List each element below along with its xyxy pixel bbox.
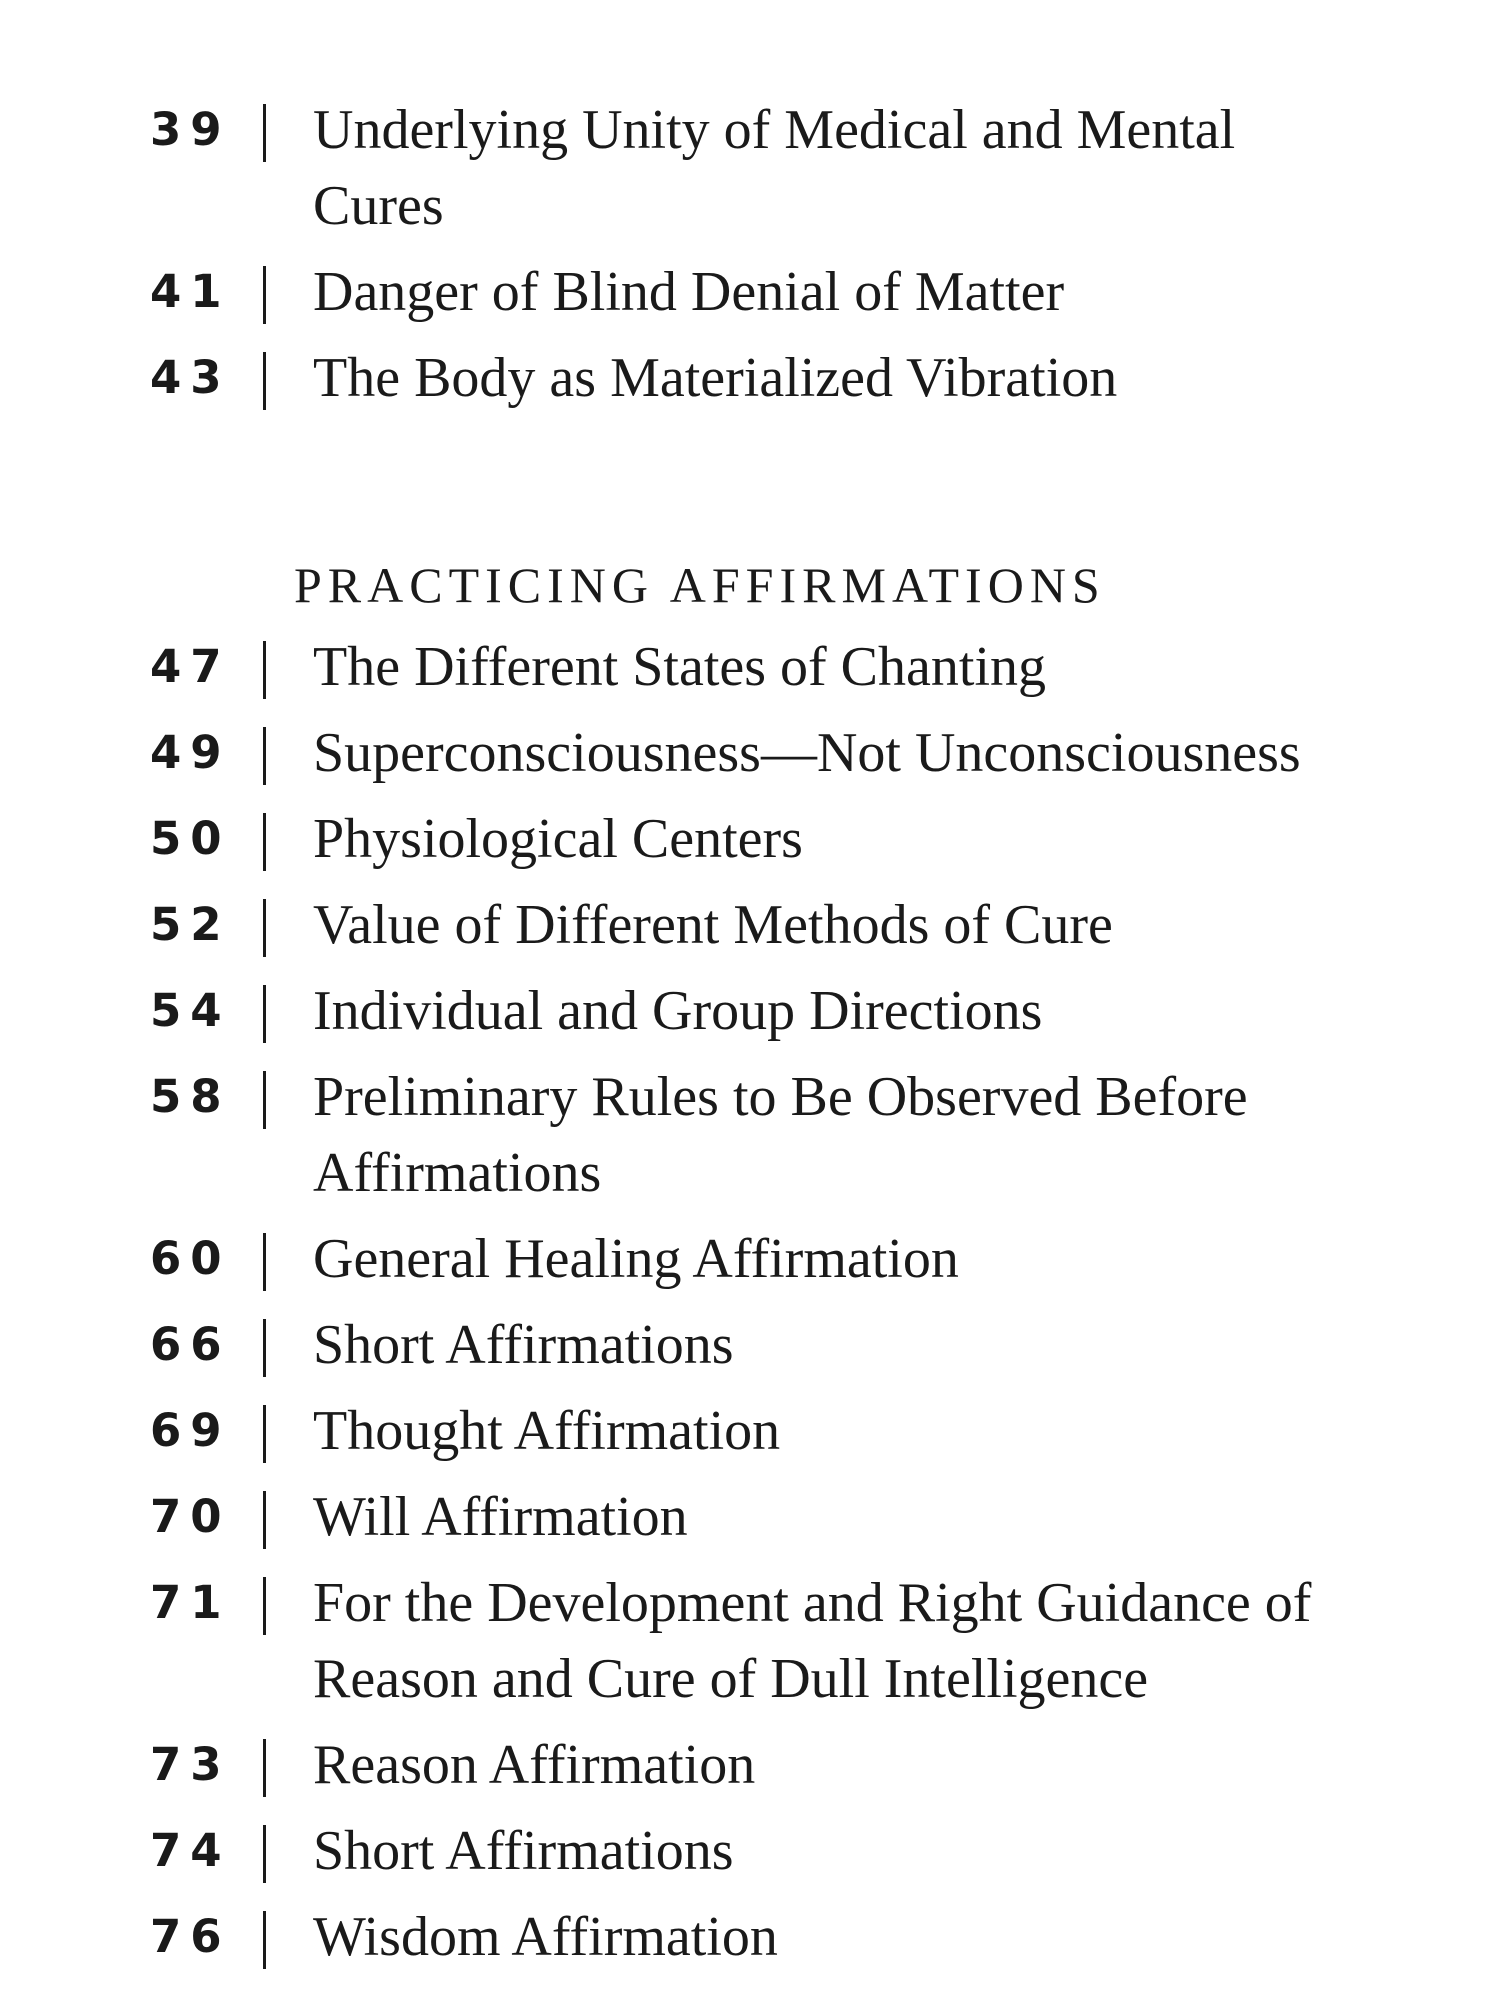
toc-section-healing-theory <box>0 92 1500 426</box>
toc-entry-title: General Healing Affirmation <box>313 1228 959 1290</box>
separator-bar <box>263 1405 266 1463</box>
separator-bar <box>263 1825 266 1883</box>
toc-page-number: 52 <box>150 898 231 951</box>
toc-entry <box>0 887 1500 963</box>
section-heading: PRACTICING AFFIRMATIONS <box>294 557 1106 613</box>
separator-bar <box>263 985 266 1043</box>
toc-entry <box>0 1565 1500 1717</box>
toc-entry <box>0 1221 1500 1297</box>
toc-page-number: 60 <box>150 1232 231 1285</box>
toc-page-number: 39 <box>150 103 231 156</box>
toc-entry <box>0 715 1500 791</box>
toc-page-number: 47 <box>150 640 231 693</box>
toc-entry-title: Superconsciousness—Not Unconsciousness <box>313 722 1301 784</box>
toc-page-number: 69 <box>150 1404 231 1457</box>
toc-page-number: 70 <box>150 1490 231 1543</box>
toc-entry <box>0 973 1500 1049</box>
toc-entry-title: Short Affirmations <box>313 1820 734 1882</box>
toc-entry <box>0 1479 1500 1555</box>
toc-page-number: 41 <box>150 265 231 318</box>
toc-page-number: 66 <box>150 1318 231 1371</box>
toc-entry <box>0 801 1500 877</box>
toc-page-number: 71 <box>150 1576 231 1629</box>
toc-entry-title: Reason Affirmation <box>313 1734 756 1796</box>
toc-entry-title: Wisdom Affirmation <box>313 1906 778 1968</box>
separator-bar <box>263 1071 266 1129</box>
toc-entry-title: Preliminary Rules to Be Observed Before Affirmations <box>313 1066 1248 1204</box>
toc-page-number: 73 <box>150 1738 231 1791</box>
toc-entry-title: Danger of Blind Denial of Matter <box>313 261 1065 323</box>
toc-page-number: 49 <box>150 726 231 779</box>
toc-page-number: 58 <box>150 1070 231 1123</box>
separator-bar <box>263 104 266 162</box>
toc-entry <box>0 340 1500 416</box>
toc-entry <box>0 254 1500 330</box>
toc-page-number: 50 <box>150 812 231 865</box>
toc-page-number: 74 <box>150 1824 231 1877</box>
separator-bar <box>263 813 266 871</box>
toc-entry-title: Physiological Centers <box>313 808 803 870</box>
toc-entry-list <box>0 92 1500 416</box>
toc-entry <box>0 92 1500 244</box>
toc-entry <box>0 629 1500 705</box>
toc-entry-title: Short Affirmations <box>313 1314 734 1376</box>
toc-page-number: 54 <box>150 984 231 1037</box>
toc-entry-title: Individual and Group Directions <box>313 980 1043 1042</box>
toc-entry <box>0 1899 1500 1975</box>
separator-bar <box>263 266 266 324</box>
separator-bar <box>263 899 266 957</box>
toc-entry <box>0 1059 1500 1211</box>
separator-bar <box>263 1911 266 1969</box>
separator-bar <box>263 1739 266 1797</box>
separator-bar <box>263 641 266 699</box>
toc-page-number: 76 <box>150 1910 231 1963</box>
toc-entry <box>0 1727 1500 1803</box>
separator-bar <box>263 1233 266 1291</box>
toc-entry-title: Thought Affirmation <box>313 1400 781 1462</box>
separator-bar <box>263 1491 266 1549</box>
separator-bar <box>263 1319 266 1377</box>
separator-bar <box>263 1577 266 1635</box>
toc-entry-title: The Different States of Chanting <box>313 636 1047 698</box>
toc-page-number: 43 <box>150 351 231 404</box>
toc-entry-title: Underlying Unity of Medical and Mental Cures <box>313 99 1236 237</box>
toc-entry <box>0 1393 1500 1469</box>
separator-bar <box>263 727 266 785</box>
toc-entry-title: For the Development and Right Guidance of Reason and Cure of Dull Intelligence <box>313 1572 1312 1710</box>
toc-entry <box>0 1813 1500 1889</box>
toc-entry <box>0 1307 1500 1383</box>
toc-entry-title: Value of Different Methods of Cure <box>313 894 1113 956</box>
separator-bar <box>263 352 266 410</box>
toc-entry-title: Will Affirmation <box>313 1486 688 1548</box>
toc-entry-title: The Body as Materialized Vibration <box>313 347 1118 409</box>
toc-entry-list <box>0 629 1500 1985</box>
